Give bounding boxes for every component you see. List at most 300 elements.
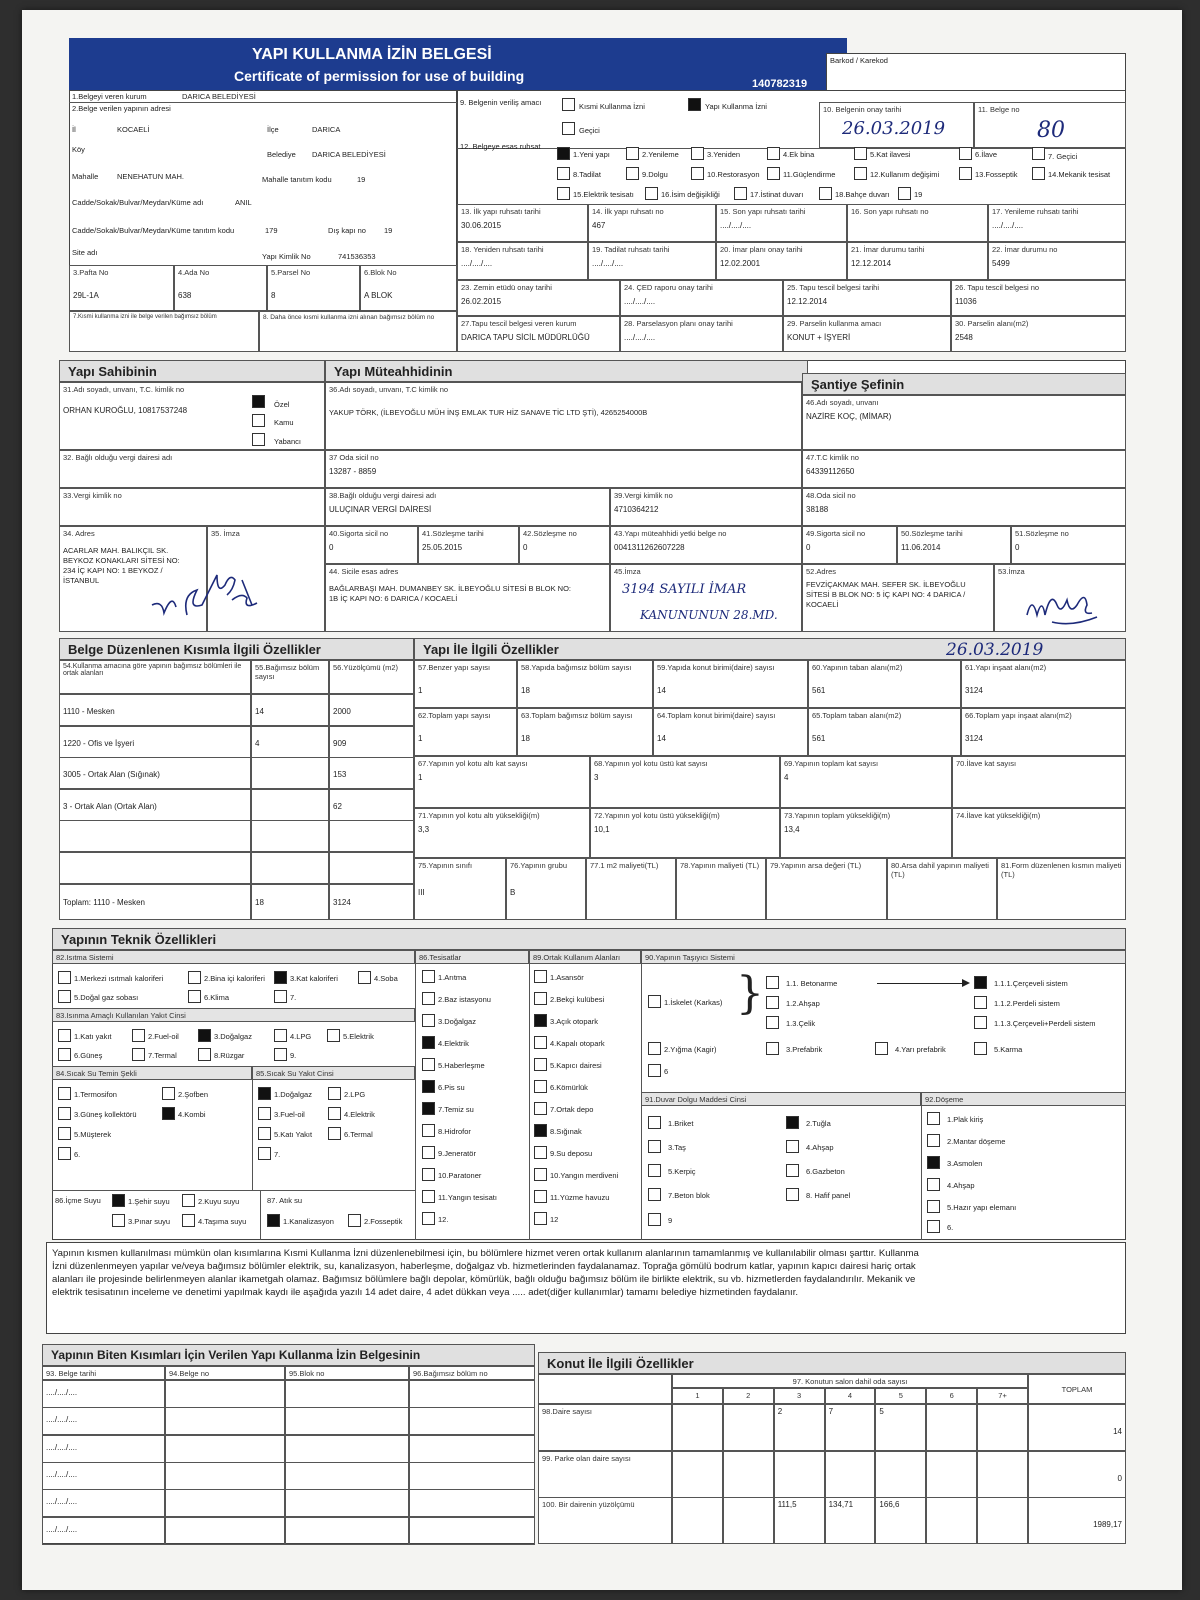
- f58-cell: 58.Yapıda bağımsız bölüm sayısı 18: [517, 660, 653, 708]
- f59-cell: 59.Yapıda konut birimi(daire) sayısı 14: [653, 660, 808, 708]
- f52-cell: 52.Adres FEVZİÇAKMAK MAH. SEFER SK. İLBEYOĞLU SİTESİ B BLOK NO: 5 İÇ KAPI NO: 4 DARICA / KOCAELİ: [802, 564, 994, 632]
- r12-label: 12.Kullanım değişimi: [870, 170, 940, 179]
- s6-checkbox[interactable]: [58, 1147, 71, 1160]
- mahalle-kod-value: 19: [357, 175, 366, 184]
- w1-checkbox[interactable]: [112, 1194, 125, 1207]
- housing-row-label: 100. Bir dairenin yüzölçümü: [538, 1497, 672, 1544]
- blok-cell: 6.Blok No A BLOK: [360, 265, 457, 311]
- o1-label: 1.Asansör: [550, 973, 584, 982]
- finished-header-cell: 96.Bağımsız bölüm no: [409, 1366, 535, 1380]
- w4-checkbox[interactable]: [182, 1214, 195, 1227]
- r9-checkbox[interactable]: [626, 167, 639, 180]
- i4-label: 4.Soba: [374, 974, 398, 983]
- y6-checkbox[interactable]: [58, 1048, 71, 1061]
- housing-col-header: 4: [825, 1388, 876, 1404]
- units-header-name: 54.Kullanma amacına göre yapının bağımsız bölümleri ile ortak alanları: [59, 660, 251, 694]
- r1-label: 1.Yeni yapı: [573, 150, 610, 159]
- f35-cell: 35. İmza: [207, 526, 325, 632]
- o6-checkbox[interactable]: [534, 1080, 547, 1093]
- r5-checkbox[interactable]: [854, 147, 867, 160]
- t7-label: 7.Temiz su: [438, 1105, 474, 1114]
- s5-checkbox[interactable]: [58, 1127, 71, 1140]
- k1-checkbox[interactable]: [258, 1087, 271, 1100]
- kamu-label: Kamu: [274, 418, 294, 427]
- housing-cell: 5: [875, 1404, 926, 1451]
- f26-cell: 26. Tapu tescil belgesi no 11036: [951, 280, 1126, 316]
- housing-cell: [926, 1404, 977, 1451]
- h89-cell: 89.Ortak Kullanım Alanları: [529, 950, 641, 964]
- y4-checkbox[interactable]: [274, 1029, 287, 1042]
- o8-checkbox[interactable]: [534, 1124, 547, 1137]
- f61-cell: 61.Yapı inşaat alanı(m2) 3124: [961, 660, 1126, 708]
- fl3-checkbox[interactable]: [927, 1156, 940, 1169]
- y2-checkbox[interactable]: [132, 1029, 145, 1042]
- fl4-checkbox[interactable]: [927, 1178, 940, 1191]
- fl6-checkbox[interactable]: [927, 1220, 940, 1233]
- r15-checkbox[interactable]: [557, 187, 570, 200]
- divider: [69, 102, 457, 103]
- h83-cell: 83.Isınma Amaçlı Kullanılan Yakıt Cinsi: [52, 1008, 415, 1022]
- c2-checkbox[interactable]: [648, 1042, 661, 1055]
- housing-cell: [875, 1451, 926, 1498]
- y5-checkbox[interactable]: [327, 1029, 340, 1042]
- t5-label: 5.Haberleşme: [438, 1061, 485, 1070]
- units-row-count: 14: [251, 694, 329, 726]
- contractor-hand-note-1: 3194 SAYILI İMAR: [622, 582, 747, 597]
- f77-cell: 77.1 m2 maliyeti(TL): [586, 858, 676, 920]
- d7-label: 7.Beton blok: [668, 1191, 710, 1200]
- f39-cell: 39.Vergi kimlik no 4710364212: [610, 488, 802, 526]
- brace-icon: }: [736, 968, 764, 1019]
- f78-cell: 78.Yapının maliyeti (TL): [676, 858, 766, 920]
- units-total-name: Toplam: 1110 - Mesken: [59, 884, 251, 920]
- r18-checkbox[interactable]: [819, 187, 832, 200]
- o11-checkbox[interactable]: [534, 1190, 547, 1203]
- i2-label: 2.Bina içi kaloriferi: [204, 974, 265, 983]
- f69-cell: 69.Yapının toplam kat sayısı 4: [780, 756, 952, 808]
- doc-title-tr: YAPI KULLANMA İZİN BELGESİ: [252, 46, 492, 63]
- f50-cell: 50.Sözleşme tarihi 11.06.2014: [897, 526, 1011, 564]
- d9-checkbox[interactable]: [648, 1213, 661, 1226]
- k6-label: 6.Termal: [344, 1130, 373, 1139]
- divider: [252, 1066, 253, 1190]
- f2-label: 2.Belge verilen yapının adresi: [72, 104, 171, 113]
- s4-label: 4.Kombi: [178, 1110, 206, 1119]
- y7-checkbox[interactable]: [132, 1048, 145, 1061]
- f74-cell: 74.İlave kat yüksekliği(m): [952, 808, 1126, 858]
- t12-checkbox[interactable]: [422, 1212, 435, 1225]
- doc-title-en: Certificate of permission for use of building: [234, 68, 525, 84]
- y7-label: 7.Termal: [148, 1051, 177, 1060]
- cadde2-label: Cadde/Sokak/Bulvar/Meydan/Küme tanıtım kodu: [72, 226, 235, 235]
- d1-checkbox[interactable]: [648, 1116, 661, 1129]
- i3-checkbox[interactable]: [274, 971, 287, 984]
- t3-checkbox[interactable]: [422, 1014, 435, 1027]
- housing-total-header: TOPLAM: [1028, 1374, 1126, 1404]
- y9-checkbox[interactable]: [274, 1048, 287, 1061]
- yapi-kimlik-label: Yapı Kimlik No: [262, 252, 311, 261]
- f66-cell: 66.Toplam yapı inşaat alanı(m2) 3124: [961, 708, 1126, 756]
- fl2-checkbox[interactable]: [927, 1134, 940, 1147]
- r10-checkbox[interactable]: [691, 167, 704, 180]
- d1-label: 1.Briket: [668, 1119, 694, 1128]
- k4-checkbox[interactable]: [328, 1107, 341, 1120]
- barcode-label: Barkod / Karekod: [830, 56, 888, 65]
- finished-cell: ..../..../....: [42, 1380, 165, 1408]
- c112-checkbox[interactable]: [974, 996, 987, 1009]
- r19-label: 19: [914, 190, 923, 199]
- o12-checkbox[interactable]: [534, 1212, 547, 1225]
- c11-checkbox[interactable]: [766, 976, 779, 989]
- s2-label: 2.Şofben: [178, 1090, 209, 1099]
- fl1-label: 1.Plak kiriş: [947, 1115, 984, 1124]
- housing-corner-cell: [538, 1374, 672, 1404]
- c4-checkbox[interactable]: [875, 1042, 888, 1055]
- r2-checkbox[interactable]: [626, 147, 639, 160]
- r5-label: 5.Kat ilavesi: [870, 150, 911, 159]
- r4-checkbox[interactable]: [767, 147, 780, 160]
- ozel-checkbox[interactable]: [252, 395, 265, 408]
- units-row-area: 909: [329, 726, 414, 758]
- o9-label: 9.Su deposu: [550, 1149, 593, 1158]
- housing-cell: [723, 1404, 774, 1451]
- f40-cell: 40.Sigorta sicil no 0: [325, 526, 418, 564]
- finished-cell: [409, 1435, 535, 1463]
- housing-cell: 134,71: [825, 1497, 876, 1544]
- r6-checkbox[interactable]: [959, 147, 972, 160]
- t11-label: 11.Yangın tesisatı: [438, 1193, 497, 1202]
- building-hand-date: 26.03.2019: [946, 640, 1044, 660]
- i7-checkbox[interactable]: [274, 990, 287, 1003]
- k2-label: 2.LPG: [344, 1090, 366, 1099]
- f42-cell: 42.Sözleşme no 0: [519, 526, 610, 564]
- o3-label: 3.Açık otopark: [550, 1017, 598, 1026]
- housing-cell: [977, 1497, 1028, 1544]
- k4-label: 4.Elektrik: [344, 1110, 375, 1119]
- f12-label: 12. Belgeye esas ruhsat: [460, 142, 541, 151]
- r11-checkbox[interactable]: [767, 167, 780, 180]
- kamu-checkbox[interactable]: [252, 414, 265, 427]
- housing-row-label: 98.Daire sayısı: [538, 1404, 672, 1451]
- r11-label: 11.Güçlendirme: [783, 170, 836, 179]
- housing-cell: [672, 1497, 723, 1544]
- doc-number: 140782319: [752, 78, 808, 90]
- housing-col-header: 7+: [977, 1388, 1028, 1404]
- d8-checkbox[interactable]: [786, 1188, 799, 1201]
- yapi-kimlik-value: 741536353: [338, 252, 376, 261]
- a1-label: 1.Kanalizasyon: [283, 1217, 334, 1226]
- divider: [529, 950, 530, 1240]
- y2-label: 2.Fuel-oil: [148, 1032, 179, 1041]
- parsel-cell: 5.Parsel No 8: [267, 265, 360, 311]
- r10-label: 10.Restorasyon: [707, 170, 760, 179]
- f16-cell: 16. Son yapı ruhsatı no: [847, 204, 988, 242]
- i6-checkbox[interactable]: [188, 990, 201, 1003]
- w3-checkbox[interactable]: [112, 1214, 125, 1227]
- s4-checkbox[interactable]: [162, 1107, 175, 1120]
- a1-checkbox[interactable]: [267, 1214, 280, 1227]
- housing-col-header: 6: [926, 1388, 977, 1404]
- a2-checkbox[interactable]: [348, 1214, 361, 1227]
- r3-checkbox[interactable]: [691, 147, 704, 160]
- s5-label: 5.Müşterek: [74, 1130, 112, 1139]
- divider: [260, 1190, 261, 1240]
- f14-cell: 14. İlk yapı ruhsatı no 467: [588, 204, 716, 242]
- s3-label: 3.Güneş kollektörü: [74, 1110, 137, 1119]
- t8-checkbox[interactable]: [422, 1124, 435, 1137]
- t4-checkbox[interactable]: [422, 1036, 435, 1049]
- kismi-label: Kısmi Kullanma İzni: [579, 102, 645, 111]
- i3-label: 3.Kat kaloriferi: [290, 974, 338, 983]
- t2-checkbox[interactable]: [422, 992, 435, 1005]
- finished-cell: [285, 1489, 409, 1517]
- f17-cell: 17. Yenileme ruhsatı tarihi ..../..../....: [988, 204, 1126, 242]
- c5-checkbox[interactable]: [974, 1042, 987, 1055]
- y3-label: 3.Doğalgaz: [214, 1032, 252, 1041]
- units-total-count: 18: [251, 884, 329, 920]
- c111-checkbox[interactable]: [974, 976, 987, 989]
- f28-cell: 28. Parselasyon planı onay tarihi ..../..../....: [620, 316, 783, 352]
- t12-label: 12.: [438, 1215, 449, 1224]
- y3-checkbox[interactable]: [198, 1029, 211, 1042]
- o4-label: 4.Kapalı otopark: [550, 1039, 605, 1048]
- c12-checkbox[interactable]: [766, 996, 779, 1009]
- i5-label: 5.Doğal gaz sobası: [74, 993, 139, 1002]
- k5-checkbox[interactable]: [258, 1127, 271, 1140]
- f22-cell: 22. İmar durumu no 5499: [988, 242, 1126, 280]
- finished-cell: ..../..../....: [42, 1489, 165, 1517]
- r9-label: 9.Dolgu: [642, 170, 668, 179]
- f51-cell: 51.Sözleşme no 0: [1011, 526, 1126, 564]
- il-value: KOCAELİ: [117, 125, 150, 134]
- housing-cell: [723, 1497, 774, 1544]
- f73-cell: 73.Yapının toplam yüksekliği(m) 13,4: [780, 808, 952, 858]
- f23-cell: 23. Zemin etüdü onay tarihi 26.02.2015: [457, 280, 620, 316]
- k5-label: 5.Katı Yakıt: [274, 1130, 313, 1139]
- c113-checkbox[interactable]: [974, 1016, 987, 1029]
- f29-cell: 29. Parselin kullanma amacı KONUT + İŞYERİ: [783, 316, 951, 352]
- k7-checkbox[interactable]: [258, 1147, 271, 1160]
- c13-checkbox[interactable]: [766, 1016, 779, 1029]
- s2-checkbox[interactable]: [162, 1087, 175, 1100]
- r17-checkbox[interactable]: [734, 187, 747, 200]
- fl2-label: 2.Mantar döşeme: [947, 1137, 1006, 1146]
- r19-checkbox[interactable]: [898, 187, 911, 200]
- h92-cell: 92.Döşeme: [921, 1092, 1126, 1106]
- finished-cell: [409, 1517, 535, 1545]
- housing-cell: 111,5: [774, 1497, 825, 1544]
- units-header-count: 55.Bağımsız bölüm sayısı: [251, 660, 329, 694]
- s3-checkbox[interactable]: [58, 1107, 71, 1120]
- i1-checkbox[interactable]: [58, 971, 71, 984]
- c6-checkbox[interactable]: [648, 1064, 661, 1077]
- i2-checkbox[interactable]: [188, 971, 201, 984]
- f32-cell: 32. Bağlı olduğu vergi dairesi adı: [59, 450, 325, 488]
- o2-checkbox[interactable]: [534, 992, 547, 1005]
- r13-checkbox[interactable]: [959, 167, 972, 180]
- permit-document: [22, 10, 1182, 1590]
- arrow-icon: [877, 983, 967, 984]
- belediye-value: DARICA BELEDİYESİ: [312, 150, 386, 159]
- h82-cell: 82.Isıtma Sistemi: [52, 950, 415, 964]
- w4-label: 4.Taşıma suyu: [198, 1217, 247, 1226]
- y8-checkbox[interactable]: [198, 1048, 211, 1061]
- r12-checkbox[interactable]: [854, 167, 867, 180]
- r4-label: 4.Ek bina: [783, 150, 815, 159]
- i4-checkbox[interactable]: [358, 971, 371, 984]
- r14-checkbox[interactable]: [1032, 167, 1045, 180]
- r7-label: 7. Geçici: [1048, 152, 1078, 161]
- yabanci-checkbox[interactable]: [252, 433, 265, 446]
- finished-cell: [165, 1380, 285, 1408]
- site-chief-title: Şantiye Şefinin: [802, 373, 1126, 395]
- contractor-title: Yapı Müteahhidinin: [325, 360, 808, 382]
- yabanci-label: Yabancı: [274, 437, 301, 446]
- c5-label: 5.Karma: [994, 1045, 1023, 1054]
- r18-label: 18.Bahçe duvarı: [835, 190, 890, 199]
- c3-checkbox[interactable]: [766, 1042, 779, 1055]
- o6-label: 6.Kömürlük: [550, 1083, 588, 1092]
- h90-cell: 90.Yapının Taşıyıcı Sistemi: [641, 950, 1126, 964]
- fl5-checkbox[interactable]: [927, 1200, 940, 1213]
- d7-checkbox[interactable]: [648, 1188, 661, 1201]
- d5-checkbox[interactable]: [648, 1164, 661, 1177]
- f62-cell: 62.Toplam yapı sayısı 1: [414, 708, 517, 756]
- c4-label: 4.Yarı prefabrik: [895, 1045, 946, 1054]
- finished-cell: [409, 1407, 535, 1435]
- finished-cell: [409, 1489, 535, 1517]
- o7-checkbox[interactable]: [534, 1102, 547, 1115]
- w2-checkbox[interactable]: [182, 1194, 195, 1207]
- f11-hand-number: 80: [1037, 118, 1065, 143]
- finished-cell: [409, 1380, 535, 1408]
- cadde2-value: 179: [265, 226, 278, 235]
- f44-cell: 44. Sicile esas adres BAĞLARBAŞI MAH. DUMANBEY SK. İLBEYOĞLU SİTESİ B BLOK NO: 1B İÇ KAPI NO: 6 DARICA / KOCAELİ: [325, 564, 610, 632]
- gecici-checkbox[interactable]: [562, 122, 575, 135]
- h86-water-label: 86.İçme Suyu: [55, 1196, 101, 1205]
- d3-checkbox[interactable]: [648, 1140, 661, 1153]
- finished-cell: [285, 1407, 409, 1435]
- housing-total-cell: 0: [1028, 1451, 1126, 1498]
- s1-checkbox[interactable]: [58, 1087, 71, 1100]
- o10-checkbox[interactable]: [534, 1168, 547, 1181]
- d6-checkbox[interactable]: [786, 1164, 799, 1177]
- o9-checkbox[interactable]: [534, 1146, 547, 1159]
- o5-checkbox[interactable]: [534, 1058, 547, 1071]
- t3-label: 3.Doğalgaz: [438, 1017, 476, 1026]
- fl1-checkbox[interactable]: [927, 1112, 940, 1125]
- finished-cell: ..../..../....: [42, 1407, 165, 1435]
- k6-checkbox[interactable]: [328, 1127, 341, 1140]
- c112-label: 1.1.2.Perdeli sistem: [994, 999, 1060, 1008]
- t9-label: 9.Jeneratör: [438, 1149, 476, 1158]
- c11-label: 1.1. Betonarme: [786, 979, 838, 988]
- t1-checkbox[interactable]: [422, 970, 435, 983]
- r1-checkbox[interactable]: [557, 147, 570, 160]
- o1-checkbox[interactable]: [534, 970, 547, 983]
- koy-label: Köy: [72, 145, 85, 154]
- w3-label: 3.Pınar suyu: [128, 1217, 171, 1226]
- d5-label: 5.Kerpiç: [668, 1167, 696, 1176]
- h84-cell: 84.Sıcak Su Temin Şekli: [52, 1066, 252, 1080]
- o3-checkbox[interactable]: [534, 1014, 547, 1027]
- belediye-label: Belediye: [267, 150, 296, 159]
- y6-label: 6.Güneş: [74, 1051, 103, 1060]
- o4-checkbox[interactable]: [534, 1036, 547, 1049]
- d4-checkbox[interactable]: [786, 1140, 799, 1153]
- t10-checkbox[interactable]: [422, 1168, 435, 1181]
- housing-col-header: 2: [723, 1388, 774, 1404]
- fl4-label: 4.Ahşap: [947, 1181, 975, 1190]
- ozel-label: Özel: [274, 400, 290, 409]
- fl5-label: 5.Hazır yapı elemanı: [947, 1203, 1017, 1212]
- i5-checkbox[interactable]: [58, 990, 71, 1003]
- contractor-hand-note-2: KANUNUNUN 28.MD.: [640, 608, 778, 622]
- dis-kapi-label: Dış kapı no: [328, 226, 366, 235]
- kismi-checkbox[interactable]: [562, 98, 575, 111]
- k2-checkbox[interactable]: [328, 1087, 341, 1100]
- t4-label: 4.Elektrik: [438, 1039, 469, 1048]
- finished-cell: ..../..../....: [42, 1517, 165, 1545]
- t7-checkbox[interactable]: [422, 1102, 435, 1115]
- f20-cell: 20. İmar planı onay tarihi 12.02.2001: [716, 242, 847, 280]
- finished-cell: [165, 1517, 285, 1545]
- f57-cell: 57.Benzer yapı sayısı 1: [414, 660, 517, 708]
- t5-checkbox[interactable]: [422, 1058, 435, 1071]
- r16-checkbox[interactable]: [645, 187, 658, 200]
- k3-checkbox[interactable]: [258, 1107, 271, 1120]
- o2-label: 2.Bekçi kulübesi: [550, 995, 605, 1004]
- y8-label: 8.Rüzgar: [214, 1051, 245, 1060]
- units-row-count: [251, 789, 329, 821]
- r7-checkbox[interactable]: [1032, 147, 1045, 160]
- units-row-name: [59, 820, 251, 852]
- f60-cell: 60.Yapının taban alanı(m2) 561: [808, 660, 961, 708]
- housing-col-header: 5: [875, 1388, 926, 1404]
- r8-checkbox[interactable]: [557, 167, 570, 180]
- units-row-area: [329, 852, 414, 884]
- finished-cell: [285, 1462, 409, 1490]
- housing-cell: [723, 1451, 774, 1498]
- f19-cell: 19. Tadilat ruhsatı tarihi ..../..../....: [588, 242, 716, 280]
- housing-total-cell: 14: [1028, 1404, 1126, 1451]
- f31-cell: 31.Adı soyadı, unvanı, T.C. kimlik no ORHAN KUROĞLU, 10817537248: [59, 382, 325, 450]
- units-title: Belge Düzenlenen Kısımla İlgili Özellikler: [59, 638, 414, 660]
- il-label: İl: [72, 125, 76, 134]
- housing-cell: 7: [825, 1404, 876, 1451]
- t9-checkbox[interactable]: [422, 1146, 435, 1159]
- units-total-area: 3124: [329, 884, 414, 920]
- t6-checkbox[interactable]: [422, 1080, 435, 1093]
- t11-checkbox[interactable]: [422, 1190, 435, 1203]
- fl3-label: 3.Asmolen: [947, 1159, 983, 1168]
- d2-checkbox[interactable]: [786, 1116, 799, 1129]
- y1-checkbox[interactable]: [58, 1029, 71, 1042]
- y4-label: 4.LPG: [290, 1032, 312, 1041]
- f70-cell: 70.İlave kat sayısı: [952, 756, 1126, 808]
- yapi-kullanma-checkbox[interactable]: [688, 98, 701, 111]
- f24-cell: 24. ÇED raporu onay tarihi ..../..../....: [620, 280, 783, 316]
- units-row-count: [251, 757, 329, 789]
- finished-cell: [409, 1462, 535, 1490]
- finished-cell: ..../..../....: [42, 1435, 165, 1463]
- f75-cell: 75.Yapının sınıfı III: [414, 858, 506, 920]
- c1-checkbox[interactable]: [648, 995, 661, 1008]
- c1-label: 1.İskelet (Karkas): [664, 998, 723, 1007]
- housing-cell: [825, 1451, 876, 1498]
- f53-cell: 53.İmza: [994, 564, 1126, 632]
- f79-cell: 79.Yapının arsa değeri (TL): [766, 858, 887, 920]
